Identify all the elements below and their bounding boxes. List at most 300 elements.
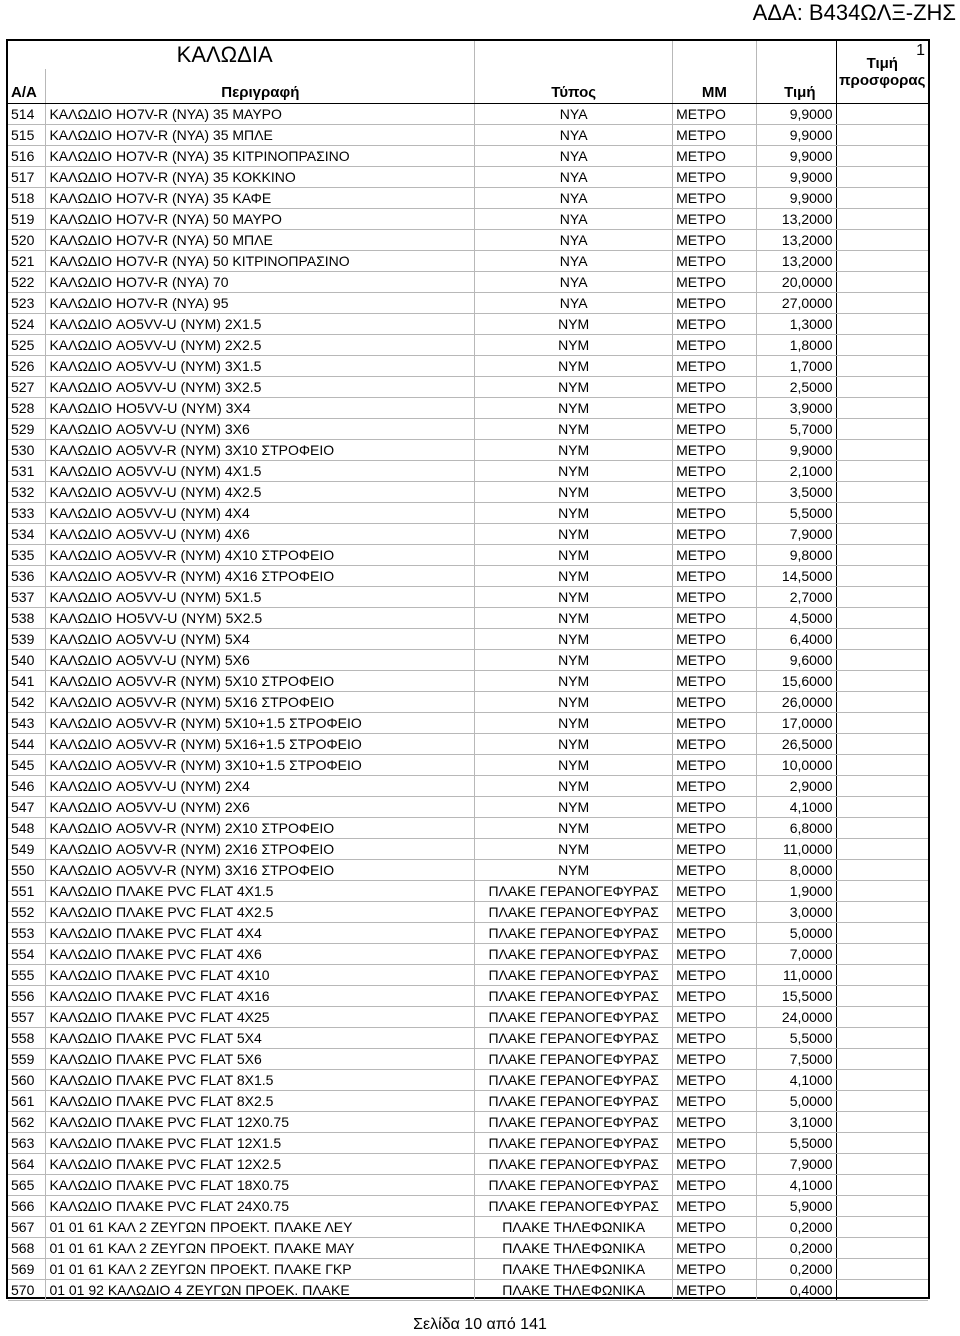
row-number-cell: 549 — [8, 839, 46, 860]
row-type-cell: NYM — [475, 398, 673, 419]
row-price-cell: 4,1000 — [756, 797, 836, 818]
row-description-cell: ΚΑΛΩΔΙΟ HO7V-R (NYA) 35 ΜΑΥΡΟ — [46, 104, 475, 125]
row-description-cell: ΚΑΛΩΔΙΟ ΠΛΑΚΕ PVC FLAT 5X4 — [46, 1028, 475, 1049]
row-description-cell: ΚΑΛΩΔΙΟ AO5VV-R (NYM) 4X16 ΣΤΡΟΦΕΙΟ — [46, 566, 475, 587]
row-offer-price-cell[interactable] — [836, 545, 928, 566]
row-offer-price-cell[interactable] — [836, 440, 928, 461]
row-offer-price-cell[interactable] — [836, 230, 928, 251]
row-offer-price-cell[interactable] — [836, 923, 928, 944]
table-row — [8, 398, 928, 419]
row-offer-price-cell[interactable] — [836, 587, 928, 608]
row-type-cell: NYM — [475, 818, 673, 839]
row-price-cell: 7,9000 — [756, 1154, 836, 1175]
row-unit-cell: ΜΕΤΡΟ — [673, 167, 757, 188]
row-number-cell: 520 — [8, 230, 46, 251]
table-row — [8, 482, 928, 503]
row-unit-cell: ΜΕΤΡΟ — [673, 608, 757, 629]
row-number-cell: 514 — [8, 104, 46, 125]
row-unit-cell: ΜΕΤΡΟ — [673, 1238, 757, 1259]
row-unit-cell: ΜΕΤΡΟ — [673, 755, 757, 776]
row-description-cell: ΚΑΛΩΔΙΟ HO7V-R (NYA) 50 ΚΙΤΡΙΝΟΠΡΑΣΙΝΟ — [46, 251, 475, 272]
row-offer-price-cell[interactable] — [836, 461, 928, 482]
row-price-cell: 7,9000 — [756, 524, 836, 545]
title-spacer — [475, 41, 673, 69]
row-type-cell: ΠΛΑΚΕ ΓΕΡΑΝΟΓΕΦΥΡΑΣ — [475, 1154, 673, 1175]
row-description-cell: ΚΑΛΩΔΙΟ AO5VV-R (NYM) 3X10 ΣΤΡΟΦΕΙΟ — [46, 440, 475, 461]
row-number-cell: 522 — [8, 272, 46, 293]
row-offer-price-cell[interactable] — [836, 1154, 928, 1175]
table-row — [8, 944, 928, 965]
header-offer-wrap — [837, 55, 928, 89]
row-type-cell: ΠΛΑΚΕ ΓΕΡΑΝΟΓΕΦΥΡΑΣ — [475, 986, 673, 1007]
document-title — [8, 41, 475, 69]
table-row — [8, 986, 928, 1007]
row-type-cell: ΠΛΑΚΕ ΓΕΡΑΝΟΓΕΦΥΡΑΣ — [475, 923, 673, 944]
table-row — [8, 839, 928, 860]
row-offer-price-cell[interactable] — [836, 251, 928, 272]
row-number-cell: 551 — [8, 881, 46, 902]
row-description-cell: ΚΑΛΩΔΙΟ ΠΛΑΚΕ PVC FLAT 4X4 — [46, 923, 475, 944]
page-footer: Σελίδα 10 από 141 — [413, 1316, 547, 1333]
row-offer-price-cell[interactable] — [836, 125, 928, 146]
row-number-cell: 564 — [8, 1154, 46, 1175]
header-row — [8, 69, 928, 104]
row-unit-cell: ΜΕΤΡΟ — [673, 839, 757, 860]
row-number-cell: 557 — [8, 1007, 46, 1028]
row-description-cell: ΚΑΛΩΔΙΟ HO5VV-U (NYM) 5X2.5 — [46, 608, 475, 629]
table-row — [8, 1133, 928, 1154]
row-offer-price-cell[interactable] — [836, 734, 928, 755]
row-description-cell: ΚΑΛΩΔΙΟ ΠΛΑΚΕ PVC FLAT 4X6 — [46, 944, 475, 965]
row-offer-price-cell[interactable] — [836, 608, 928, 629]
price-sheet — [6, 39, 930, 1299]
row-unit-cell: ΜΕΤΡΟ — [673, 1112, 757, 1133]
row-number-cell: 531 — [8, 461, 46, 482]
row-description-cell: ΚΑΛΩΔΙΟ AO5VV-R (NYM) 5X10+1.5 ΣΤΡΟΦΕΙΟ — [46, 713, 475, 734]
row-description-cell: ΚΑΛΩΔΙΟ AO5VV-U (NYM) 5X4 — [46, 629, 475, 650]
row-unit-cell: ΜΕΤΡΟ — [673, 1175, 757, 1196]
table-row — [8, 1091, 928, 1112]
price-table — [8, 41, 928, 1301]
row-price-cell: 4,5000 — [756, 608, 836, 629]
row-unit-cell: ΜΕΤΡΟ — [673, 230, 757, 251]
row-type-cell: ΠΛΑΚΕ ΤΗΛΕΦΩΝΙΚΑ — [475, 1259, 673, 1280]
row-type-cell: NYM — [475, 587, 673, 608]
row-price-cell: 0,2000 — [756, 1238, 836, 1259]
row-unit-cell: ΜΕΤΡΟ — [673, 713, 757, 734]
table-row — [8, 1007, 928, 1028]
row-number-cell: 541 — [8, 671, 46, 692]
row-price-cell: 9,9000 — [756, 146, 836, 167]
row-unit-cell: ΜΕΤΡΟ — [673, 524, 757, 545]
row-price-cell: 14,5000 — [756, 566, 836, 587]
row-price-cell: 3,0000 — [756, 902, 836, 923]
row-description-cell: ΚΑΛΩΔΙΟ ΠΛΑΚΕ PVC FLAT 12X2.5 — [46, 1154, 475, 1175]
row-type-cell: NYA — [475, 146, 673, 167]
row-description-cell: ΚΑΛΩΔΙΟ ΠΛΑΚΕ PVC FLAT 4X2.5 — [46, 902, 475, 923]
row-type-cell: ΠΛΑΚΕ ΓΕΡΑΝΟΓΕΦΥΡΑΣ — [475, 1049, 673, 1070]
row-price-cell: 0,2000 — [756, 1259, 836, 1280]
row-offer-price-cell[interactable] — [836, 776, 928, 797]
row-unit-cell: ΜΕΤΡΟ — [673, 1154, 757, 1175]
row-description-cell: ΚΑΛΩΔΙΟ ΠΛΑΚΕ PVC FLAT 4X25 — [46, 1007, 475, 1028]
table-row — [8, 377, 928, 398]
row-number-cell: 519 — [8, 209, 46, 230]
row-type-cell: ΠΛΑΚΕ ΓΕΡΑΝΟΓΕΦΥΡΑΣ — [475, 1112, 673, 1133]
row-offer-price-cell[interactable] — [836, 566, 928, 587]
row-offer-price-cell[interactable] — [836, 209, 928, 230]
row-price-cell: 9,9000 — [756, 104, 836, 125]
row-offer-price-cell[interactable] — [836, 1007, 928, 1028]
row-offer-price-cell[interactable] — [836, 314, 928, 335]
row-number-cell: 529 — [8, 419, 46, 440]
row-offer-price-cell[interactable] — [836, 755, 928, 776]
table-row — [8, 125, 928, 146]
document-title-text: ΚΑΛΩΔΙΑ — [176, 42, 273, 67]
row-description-cell: ΚΑΛΩΔΙΟ AO5VV-U (NYM) 3X6 — [46, 419, 475, 440]
row-type-cell: ΠΛΑΚΕ ΓΕΡΑΝΟΓΕΦΥΡΑΣ — [475, 965, 673, 986]
row-offer-price-cell[interactable] — [836, 503, 928, 524]
row-price-cell: 13,2000 — [756, 251, 836, 272]
row-number-cell: 555 — [8, 965, 46, 986]
row-number-cell: 545 — [8, 755, 46, 776]
row-offer-price-cell[interactable] — [836, 146, 928, 167]
row-description-cell: ΚΑΛΩΔΙΟ ΠΛΑΚΕ PVC FLAT 5X6 — [46, 1049, 475, 1070]
row-price-cell: 0,4000 — [756, 1280, 836, 1301]
row-unit-cell: ΜΕΤΡΟ — [673, 1007, 757, 1028]
row-offer-price-cell[interactable] — [836, 398, 928, 419]
row-type-cell: NYM — [475, 671, 673, 692]
row-price-cell: 20,0000 — [756, 272, 836, 293]
row-price-cell: 5,5000 — [756, 1028, 836, 1049]
row-description-cell: ΚΑΛΩΔΙΟ AO5VV-U (NYM) 5X1.5 — [46, 587, 475, 608]
row-offer-price-cell[interactable] — [836, 1070, 928, 1091]
row-unit-cell: ΜΕΤΡΟ — [673, 335, 757, 356]
row-offer-price-cell[interactable] — [836, 797, 928, 818]
row-offer-price-cell[interactable] — [836, 944, 928, 965]
row-offer-price-cell[interactable] — [836, 1259, 928, 1280]
row-price-cell: 17,0000 — [756, 713, 836, 734]
row-type-cell: ΠΛΑΚΕ ΤΗΛΕΦΩΝΙΚΑ — [475, 1217, 673, 1238]
row-unit-cell: ΜΕΤΡΟ — [673, 545, 757, 566]
row-description-cell: ΚΑΛΩΔΙΟ AO5VV-R (NYM) 3X16 ΣΤΡΟΦΕΙΟ — [46, 860, 475, 881]
row-description-cell: ΚΑΛΩΔΙΟ AO5VV-U (NYM) 2X1.5 — [46, 314, 475, 335]
row-type-cell: ΠΛΑΚΕ ΓΕΡΑΝΟΓΕΦΥΡΑΣ — [475, 902, 673, 923]
row-type-cell: NYA — [475, 293, 673, 314]
row-offer-price-cell[interactable] — [836, 272, 928, 293]
row-number-cell: 567 — [8, 1217, 46, 1238]
row-offer-price-cell[interactable] — [836, 671, 928, 692]
row-description-cell: ΚΑΛΩΔΙΟ ΠΛΑΚΕ PVC FLAT 24X0.75 — [46, 1196, 475, 1217]
row-price-cell: 8,0000 — [756, 860, 836, 881]
row-offer-price-cell[interactable] — [836, 1112, 928, 1133]
row-description-cell: ΚΑΛΩΔΙΟ AO5VV-U (NYM) 3X1.5 — [46, 356, 475, 377]
row-type-cell: ΠΛΑΚΕ ΓΕΡΑΝΟΓΕΦΥΡΑΣ — [475, 1196, 673, 1217]
row-type-cell: NYM — [475, 650, 673, 671]
row-description-cell: ΚΑΛΩΔΙΟ AO5VV-U (NYM) 4X1.5 — [46, 461, 475, 482]
row-offer-price-cell[interactable] — [836, 1175, 928, 1196]
row-offer-price-cell[interactable] — [836, 692, 928, 713]
row-description-cell: ΚΑΛΩΔΙΟ AO5VV-R (NYM) 2X10 ΣΤΡΟΦΕΙΟ — [46, 818, 475, 839]
header-price: Τιμή — [756, 69, 836, 104]
row-unit-cell: ΜΕΤΡΟ — [673, 776, 757, 797]
row-unit-cell: ΜΕΤΡΟ — [673, 797, 757, 818]
row-unit-cell: ΜΕΤΡΟ — [673, 146, 757, 167]
table-row — [8, 209, 928, 230]
table-row — [8, 524, 928, 545]
row-offer-price-cell[interactable] — [836, 293, 928, 314]
row-number-cell: 562 — [8, 1112, 46, 1133]
row-number-cell: 518 — [8, 188, 46, 209]
row-price-cell: 9,8000 — [756, 545, 836, 566]
row-offer-price-cell[interactable] — [836, 1091, 928, 1112]
header-description: Περιγραφή — [46, 69, 475, 104]
row-price-cell: 7,5000 — [756, 1049, 836, 1070]
row-number-cell: 546 — [8, 776, 46, 797]
row-type-cell: NYA — [475, 104, 673, 125]
row-price-cell: 0,2000 — [756, 1217, 836, 1238]
row-type-cell: NYA — [475, 230, 673, 251]
row-description-cell: ΚΑΛΩΔΙΟ AO5VV-R (NYM) 2X16 ΣΤΡΟΦΕΙΟ — [46, 839, 475, 860]
row-number-cell: 536 — [8, 566, 46, 587]
row-unit-cell: ΜΕΤΡΟ — [673, 1049, 757, 1070]
row-description-cell: ΚΑΛΩΔΙΟ AO5VV-U (NYM) 4X4 — [46, 503, 475, 524]
row-price-cell: 2,7000 — [756, 587, 836, 608]
header-num: Α/Α — [8, 69, 46, 104]
row-type-cell: ΠΛΑΚΕ ΓΕΡΑΝΟΓΕΦΥΡΑΣ — [475, 881, 673, 902]
row-description-cell: 01 01 92 ΚΑΛΩΔΙΟ 4 ΖΕΥΓΩΝ ΠΡΟΕΚ. ΠΛΑΚΕ — [46, 1280, 475, 1301]
row-offer-price-cell[interactable] — [836, 902, 928, 923]
row-offer-price-cell[interactable] — [836, 104, 928, 125]
row-description-cell: ΚΑΛΩΔΙΟ HO7V-R (NYA) 70 — [46, 272, 475, 293]
row-price-cell: 5,0000 — [756, 1091, 836, 1112]
table-row — [8, 251, 928, 272]
row-number-cell: 550 — [8, 860, 46, 881]
row-price-cell: 6,4000 — [756, 629, 836, 650]
table-row — [8, 671, 928, 692]
row-number-cell: 515 — [8, 125, 46, 146]
row-unit-cell: ΜΕΤΡΟ — [673, 671, 757, 692]
table-row — [8, 335, 928, 356]
row-offer-price-cell[interactable] — [836, 524, 928, 545]
row-description-cell: ΚΑΛΩΔΙΟ HO7V-R (NYA) 50 ΜΠΛΕ — [46, 230, 475, 251]
row-description-cell: ΚΑΛΩΔΙΟ HO7V-R (NYA) 50 ΜΑΥΡΟ — [46, 209, 475, 230]
row-number-cell: 542 — [8, 692, 46, 713]
table-row — [8, 188, 928, 209]
table-row — [8, 1238, 928, 1259]
row-price-cell: 24,0000 — [756, 1007, 836, 1028]
row-type-cell: NYM — [475, 734, 673, 755]
row-offer-price-cell[interactable] — [836, 1049, 928, 1070]
row-price-cell: 1,7000 — [756, 356, 836, 377]
row-unit-cell: ΜΕΤΡΟ — [673, 881, 757, 902]
table-row — [8, 965, 928, 986]
row-number-cell: 563 — [8, 1133, 46, 1154]
table-row — [8, 608, 928, 629]
row-type-cell: ΠΛΑΚΕ ΓΕΡΑΝΟΓΕΦΥΡΑΣ — [475, 1133, 673, 1154]
table-row — [8, 923, 928, 944]
row-price-cell: 9,6000 — [756, 650, 836, 671]
row-price-cell: 5,0000 — [756, 923, 836, 944]
row-number-cell: 544 — [8, 734, 46, 755]
row-unit-cell: ΜΕΤΡΟ — [673, 188, 757, 209]
row-type-cell: ΠΛΑΚΕ ΓΕΡΑΝΟΓΕΦΥΡΑΣ — [475, 1007, 673, 1028]
row-price-cell: 1,8000 — [756, 335, 836, 356]
row-price-cell: 1,3000 — [756, 314, 836, 335]
row-unit-cell: ΜΕΤΡΟ — [673, 860, 757, 881]
row-unit-cell: ΜΕΤΡΟ — [673, 986, 757, 1007]
page-number: 1 — [916, 42, 925, 59]
row-type-cell: NYA — [475, 272, 673, 293]
row-description-cell: ΚΑΛΩΔΙΟ HO7V-R (NYA) 35 ΚΟΚΚΙΝΟ — [46, 167, 475, 188]
row-description-cell: ΚΑΛΩΔΙΟ AO5VV-R (NYM) 4X10 ΣΤΡΟΦΕΙΟ — [46, 545, 475, 566]
row-number-cell: 535 — [8, 545, 46, 566]
table-row — [8, 881, 928, 902]
row-type-cell: NYM — [475, 377, 673, 398]
row-description-cell: ΚΑΛΩΔΙΟ AO5VV-U (NYM) 5X6 — [46, 650, 475, 671]
header-offer-line2: προσφορας — [839, 72, 926, 89]
row-number-cell: 517 — [8, 167, 46, 188]
row-offer-price-cell[interactable] — [836, 1217, 928, 1238]
row-description-cell: 01 01 61 ΚΑΛ 2 ΖΕΥΓΩΝ ΠΡΟΕΚΤ. ΠΛΑΚΕ ΜΑΥ — [46, 1238, 475, 1259]
row-type-cell: ΠΛΑΚΕ ΤΗΛΕΦΩΝΙΚΑ — [475, 1280, 673, 1301]
row-unit-cell: ΜΕΤΡΟ — [673, 1028, 757, 1049]
row-offer-price-cell[interactable] — [836, 839, 928, 860]
row-offer-price-cell[interactable] — [836, 377, 928, 398]
table-row — [8, 1154, 928, 1175]
row-description-cell: ΚΑΛΩΔΙΟ HO7V-R (NYA) 35 ΚΑΦΕ — [46, 188, 475, 209]
row-type-cell: NYM — [475, 566, 673, 587]
row-number-cell: 547 — [8, 797, 46, 818]
row-unit-cell: ΜΕΤΡΟ — [673, 461, 757, 482]
row-offer-price-cell[interactable] — [836, 650, 928, 671]
header-type: Τύπος — [475, 69, 673, 104]
table-row — [8, 1070, 928, 1091]
row-type-cell: NYM — [475, 629, 673, 650]
row-price-cell: 26,5000 — [756, 734, 836, 755]
row-type-cell: ΠΛΑΚΕ ΓΕΡΑΝΟΓΕΦΥΡΑΣ — [475, 1028, 673, 1049]
row-description-cell: ΚΑΛΩΔΙΟ AO5VV-U (NYM) 4X6 — [46, 524, 475, 545]
row-number-cell: 569 — [8, 1259, 46, 1280]
table-row — [8, 461, 928, 482]
row-type-cell: NYM — [475, 692, 673, 713]
row-unit-cell: ΜΕΤΡΟ — [673, 692, 757, 713]
row-offer-price-cell[interactable] — [836, 188, 928, 209]
row-type-cell: NYM — [475, 545, 673, 566]
row-type-cell: NYM — [475, 839, 673, 860]
row-type-cell: NYM — [475, 860, 673, 881]
row-offer-price-cell[interactable] — [836, 482, 928, 503]
table-row — [8, 1217, 928, 1238]
row-number-cell: 565 — [8, 1175, 46, 1196]
row-number-cell: 534 — [8, 524, 46, 545]
row-number-cell: 525 — [8, 335, 46, 356]
table-row — [8, 818, 928, 839]
table-row — [8, 860, 928, 881]
row-offer-price-cell[interactable] — [836, 1196, 928, 1217]
row-type-cell: NYA — [475, 167, 673, 188]
table-row — [8, 314, 928, 335]
row-price-cell: 13,2000 — [756, 209, 836, 230]
row-description-cell: ΚΑΛΩΔΙΟ ΠΛΑΚΕ PVC FLAT 12X1.5 — [46, 1133, 475, 1154]
table-row — [8, 902, 928, 923]
row-description-cell: ΚΑΛΩΔΙΟ HO5VV-U (NYM) 3X4 — [46, 398, 475, 419]
row-offer-price-cell[interactable] — [836, 713, 928, 734]
table-row — [8, 1280, 928, 1301]
row-unit-cell: ΜΕΤΡΟ — [673, 650, 757, 671]
row-offer-price-cell[interactable] — [836, 860, 928, 881]
row-offer-price-cell[interactable] — [836, 419, 928, 440]
row-type-cell: NYA — [475, 209, 673, 230]
row-type-cell: NYM — [475, 797, 673, 818]
ada-code: ΑΔΑ: Β434ΩΛΞ-ΖΗΣ — [752, 0, 956, 25]
row-number-cell: 530 — [8, 440, 46, 461]
row-description-cell: ΚΑΛΩΔΙΟ ΠΛΑΚΕ PVC FLAT 8X2.5 — [46, 1091, 475, 1112]
row-offer-price-cell[interactable] — [836, 986, 928, 1007]
row-type-cell: ΠΛΑΚΕ ΤΗΛΕΦΩΝΙΚΑ — [475, 1238, 673, 1259]
row-offer-price-cell[interactable] — [836, 356, 928, 377]
row-unit-cell: ΜΕΤΡΟ — [673, 944, 757, 965]
row-price-cell: 2,1000 — [756, 461, 836, 482]
row-unit-cell: ΜΕΤΡΟ — [673, 587, 757, 608]
row-offer-price-cell[interactable] — [836, 1280, 928, 1301]
row-offer-price-cell[interactable] — [836, 335, 928, 356]
row-description-cell: ΚΑΛΩΔΙΟ AO5VV-R (NYM) 5X10 ΣΤΡΟΦΕΙΟ — [46, 671, 475, 692]
row-description-cell: ΚΑΛΩΔΙΟ ΠΛΑΚΕ PVC FLAT 12X0.75 — [46, 1112, 475, 1133]
row-offer-price-cell[interactable] — [836, 629, 928, 650]
row-unit-cell: ΜΕΤΡΟ — [673, 818, 757, 839]
row-offer-price-cell[interactable] — [836, 167, 928, 188]
row-price-cell: 5,5000 — [756, 503, 836, 524]
table-row — [8, 776, 928, 797]
row-description-cell: ΚΑΛΩΔΙΟ AO5VV-U (NYM) 4X2.5 — [46, 482, 475, 503]
header-unit: ΜΜ — [673, 69, 757, 104]
row-number-cell: 558 — [8, 1028, 46, 1049]
row-price-cell: 13,2000 — [756, 230, 836, 251]
row-unit-cell: ΜΕΤΡΟ — [673, 293, 757, 314]
row-number-cell: 524 — [8, 314, 46, 335]
row-type-cell: NYA — [475, 188, 673, 209]
row-number-cell: 566 — [8, 1196, 46, 1217]
title-spacer — [673, 41, 757, 69]
row-price-cell: 2,9000 — [756, 776, 836, 797]
row-unit-cell: ΜΕΤΡΟ — [673, 503, 757, 524]
row-offer-price-cell[interactable] — [836, 818, 928, 839]
row-unit-cell: ΜΕΤΡΟ — [673, 1091, 757, 1112]
row-number-cell: 532 — [8, 482, 46, 503]
row-price-cell: 5,5000 — [756, 1133, 836, 1154]
row-offer-price-cell[interactable] — [836, 1133, 928, 1154]
row-offer-price-cell[interactable] — [836, 881, 928, 902]
row-type-cell: NYA — [475, 251, 673, 272]
table-row — [8, 230, 928, 251]
row-unit-cell: ΜΕΤΡΟ — [673, 923, 757, 944]
row-number-cell: 528 — [8, 398, 46, 419]
row-offer-price-cell[interactable] — [836, 1028, 928, 1049]
table-row — [8, 629, 928, 650]
row-offer-price-cell[interactable] — [836, 1238, 928, 1259]
row-price-cell: 9,9000 — [756, 125, 836, 146]
row-unit-cell: ΜΕΤΡΟ — [673, 1070, 757, 1091]
row-number-cell: 543 — [8, 713, 46, 734]
row-unit-cell: ΜΕΤΡΟ — [673, 629, 757, 650]
row-unit-cell: ΜΕΤΡΟ — [673, 440, 757, 461]
row-offer-price-cell[interactable] — [836, 965, 928, 986]
row-description-cell: ΚΑΛΩΔΙΟ HO7V-R (NYA) 35 ΜΠΛΕ — [46, 125, 475, 146]
price-table-body — [8, 41, 928, 1301]
row-price-cell: 15,5000 — [756, 986, 836, 1007]
row-number-cell: 521 — [8, 251, 46, 272]
